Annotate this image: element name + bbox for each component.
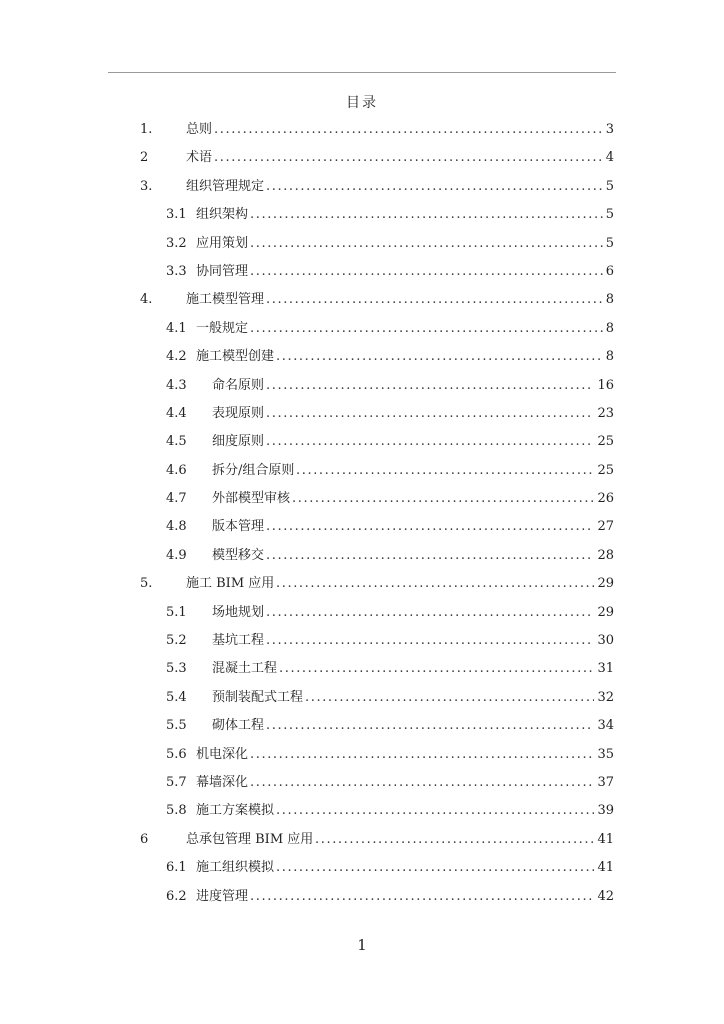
toc-entry[interactable] <box>0 712 724 740</box>
toc-leader-dots <box>266 400 594 428</box>
toc-leader-dots <box>266 173 603 201</box>
toc-entry[interactable] <box>0 372 724 400</box>
toc-entry-number: 3. <box>140 178 153 194</box>
toc-leader-dots <box>250 258 603 286</box>
toc-entry-title: 总则 <box>186 122 213 137</box>
toc-entry-number: 5.4 <box>166 689 187 705</box>
toc-entry-page: 8 <box>605 349 614 365</box>
toc-entry[interactable] <box>0 826 724 854</box>
toc-leader-dots <box>305 684 594 712</box>
toc-entry-page: 5 <box>605 178 614 194</box>
toc-entry-page: 31 <box>597 661 614 677</box>
toc-entry[interactable] <box>0 599 724 627</box>
toc-entry-title: 组织架构 <box>196 207 249 223</box>
toc-entry-number: 1. <box>140 122 153 137</box>
toc-entry[interactable] <box>0 797 724 825</box>
toc-leader-dots <box>266 712 594 740</box>
toc-entry-number: 3.2 <box>166 235 187 251</box>
toc-leader-dots <box>296 457 594 485</box>
toc-entry[interactable] <box>0 258 724 286</box>
toc-entry-page: 16 <box>597 377 614 393</box>
toc-entry[interactable] <box>0 144 724 172</box>
toc-entry-number: 5.7 <box>166 774 187 790</box>
toc-entry-number: 4.6 <box>166 462 187 478</box>
toc-entry-number: 5.1 <box>166 604 187 620</box>
toc-leader-dots <box>250 201 603 229</box>
toc-entry-title: 命名原则 <box>212 377 265 393</box>
toc-entry-title: 施工组织模拟 <box>196 860 275 876</box>
toc-entry-title: 表现原则 <box>212 405 265 421</box>
toc-entry-page: 30 <box>597 633 614 649</box>
toc-entry[interactable] <box>0 769 724 797</box>
toc-entry-page: 29 <box>597 604 614 620</box>
toc-leader-dots <box>250 315 603 343</box>
toc-entry[interactable] <box>0 343 724 371</box>
toc-entry-page: 27 <box>597 519 614 535</box>
toc-entry-number: 4.9 <box>166 547 187 563</box>
toc-entry-page: 34 <box>597 718 614 734</box>
toc-entry-page: 8 <box>605 320 614 336</box>
toc-leader-dots <box>266 372 594 400</box>
toc-leader-dots <box>279 655 594 683</box>
toc-entry-number: 6 <box>140 831 149 847</box>
toc-entry-number: 3.1 <box>166 207 187 223</box>
toc-entry-title: 基坑工程 <box>212 633 265 649</box>
toc-entry[interactable] <box>0 883 724 911</box>
toc-entry[interactable] <box>0 570 724 598</box>
header-rule <box>108 72 616 73</box>
toc-leader-dots <box>292 485 594 513</box>
toc-entry-page: 35 <box>597 746 614 762</box>
toc-entry[interactable] <box>0 854 724 882</box>
toc-entry[interactable] <box>0 201 724 229</box>
toc-leader-dots <box>276 343 603 371</box>
toc-leader-dots <box>266 627 594 655</box>
toc-entry-title: 总承包管理 BIM 应用 <box>186 831 314 847</box>
toc-leader-dots <box>266 286 603 314</box>
toc-leader-dots <box>276 570 594 598</box>
toc-entry-number: 4. <box>140 292 153 308</box>
toc-leader-dots <box>250 883 594 911</box>
toc-entry-title: 施工方案模拟 <box>196 803 275 819</box>
toc-entry[interactable] <box>0 286 724 314</box>
toc-entry[interactable] <box>0 173 724 201</box>
toc-entry-number: 5.5 <box>166 718 187 734</box>
toc-entry-page: 29 <box>597 576 614 592</box>
toc-entry-page: 39 <box>597 803 614 819</box>
toc-entry[interactable] <box>0 400 724 428</box>
toc-entry[interactable] <box>0 230 724 258</box>
toc-entry-title: 细度原则 <box>212 434 265 450</box>
toc-entry-title: 施工模型管理 <box>186 292 265 308</box>
toc-entry-number: 3.3 <box>166 263 187 279</box>
toc-leader-dots <box>214 116 603 144</box>
toc-entry-title: 预制装配式工程 <box>212 689 304 705</box>
toc-leader-dots <box>266 513 594 541</box>
toc-entry-page: 25 <box>597 434 614 450</box>
toc-entry-page: 5 <box>605 207 614 223</box>
toc-leader-dots <box>250 741 594 769</box>
toc-entry-page: 41 <box>597 860 614 876</box>
toc-entry-title: 版本管理 <box>212 519 265 535</box>
toc-entry-number: 4.2 <box>166 349 187 365</box>
toc-entry[interactable] <box>0 485 724 513</box>
toc-entry-number: 5.8 <box>166 803 187 819</box>
page-number: 1 <box>357 936 367 954</box>
toc-entry-title: 施工 BIM 应用 <box>186 576 275 592</box>
toc-entry-title: 术语 <box>186 150 213 166</box>
toc-leader-dots <box>266 428 594 456</box>
toc-entry-number: 6.1 <box>166 860 187 876</box>
toc-entry-page: 23 <box>597 405 614 421</box>
toc-entry[interactable] <box>0 741 724 769</box>
toc-entry-number: 5.2 <box>166 633 187 649</box>
table-of-contents <box>0 116 724 911</box>
toc-entry[interactable] <box>0 457 724 485</box>
toc-leader-dots <box>266 542 594 570</box>
toc-entry-number: 4.4 <box>166 405 187 421</box>
toc-entry-title: 场地规划 <box>212 604 265 620</box>
toc-entry-page: 42 <box>597 888 614 904</box>
toc-entry-title: 应用策划 <box>196 235 249 251</box>
toc-entry-page: 3 <box>605 122 614 137</box>
toc-entry[interactable] <box>0 315 724 343</box>
toc-entry-page: 26 <box>597 491 614 507</box>
toc-entry-title: 一般规定 <box>196 320 249 336</box>
toc-leader-dots <box>250 769 594 797</box>
toc-entry[interactable] <box>0 684 724 712</box>
toc-entry-number: 4.3 <box>166 377 187 393</box>
toc-entry-number: 4.8 <box>166 519 187 535</box>
toc-entry[interactable] <box>0 627 724 655</box>
toc-entry-title: 协同管理 <box>196 263 249 279</box>
toc-entry[interactable] <box>0 116 724 144</box>
toc-entry-title: 混凝土工程 <box>212 661 278 677</box>
toc-title: 目录 <box>346 95 378 111</box>
toc-entry-number: 4.5 <box>166 434 187 450</box>
toc-leader-dots <box>266 599 594 627</box>
toc-entry[interactable] <box>0 542 724 570</box>
toc-entry-title: 外部模型审核 <box>212 491 291 507</box>
toc-entry-number: 5.3 <box>166 661 187 677</box>
toc-entry[interactable] <box>0 655 724 683</box>
toc-entry-number: 2 <box>140 150 149 166</box>
toc-entry-title: 进度管理 <box>196 888 249 904</box>
toc-entry[interactable] <box>0 513 724 541</box>
toc-entry-number: 5. <box>140 576 153 592</box>
toc-entry-page: 41 <box>597 831 614 847</box>
toc-entry-title: 幕墙深化 <box>196 774 249 790</box>
toc-entry-number: 5.6 <box>166 746 187 762</box>
toc-entry-page: 8 <box>605 292 614 308</box>
toc-leader-dots <box>214 144 603 172</box>
toc-entry-page: 5 <box>605 235 614 251</box>
toc-entry-page: 28 <box>597 547 614 563</box>
toc-entry-page: 6 <box>605 263 614 279</box>
toc-entry-number: 4.7 <box>166 491 187 507</box>
toc-entry-title: 模型移交 <box>212 547 265 563</box>
toc-entry-title: 拆分/组合原则 <box>212 462 295 478</box>
toc-entry-title: 组织管理规定 <box>186 178 265 194</box>
toc-entry-number: 4.1 <box>166 320 187 336</box>
toc-entry[interactable] <box>0 428 724 456</box>
toc-entry-title: 机电深化 <box>196 746 249 762</box>
toc-leader-dots <box>250 230 603 258</box>
toc-entry-page: 4 <box>605 150 614 166</box>
toc-entry-number: 6.2 <box>166 888 187 904</box>
toc-leader-dots <box>276 797 594 825</box>
toc-entry-title: 施工模型创建 <box>196 349 275 365</box>
toc-leader-dots <box>276 854 594 882</box>
toc-leader-dots <box>315 826 594 854</box>
toc-entry-page: 25 <box>597 462 614 478</box>
toc-entry-page: 37 <box>597 774 614 790</box>
toc-entry-page: 32 <box>597 689 614 705</box>
toc-entry-title: 砌体工程 <box>212 718 265 734</box>
